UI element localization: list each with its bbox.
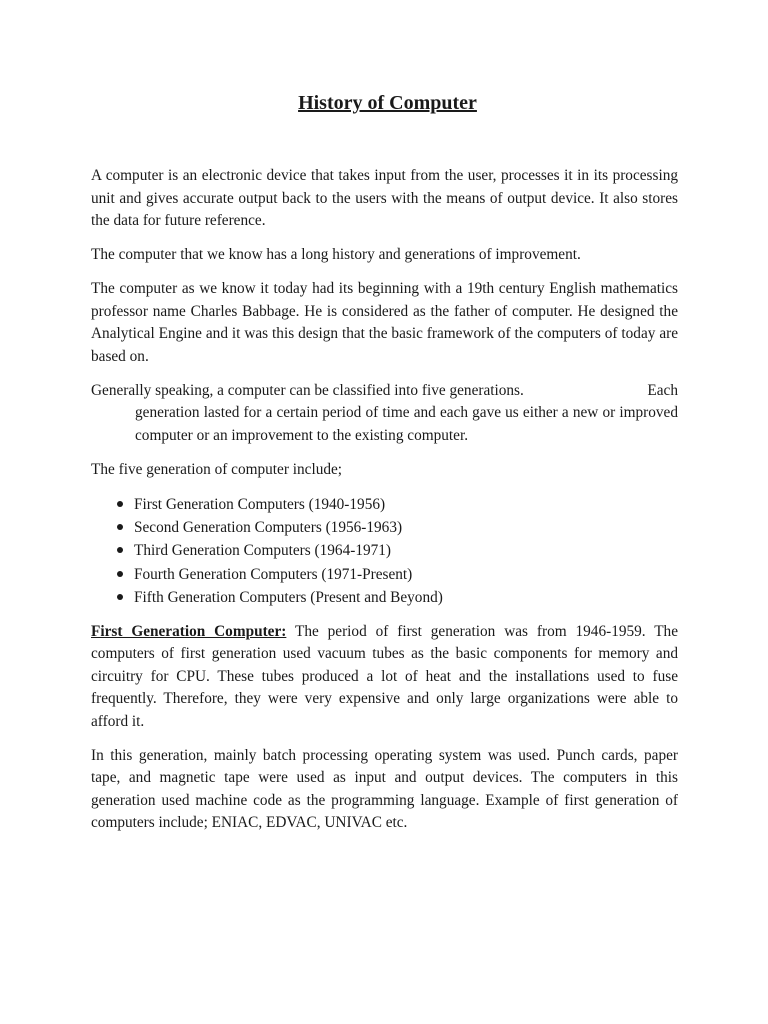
list-intro: The five generation of computer include; — [91, 460, 343, 478]
list-item — [117, 563, 678, 586]
list-item — [117, 539, 678, 562]
list-item-text: Third Generation Computers (1964-1971) — [134, 542, 392, 560]
list-item — [117, 586, 678, 609]
closing-paragraph: In this generation, mainly batch processing operating system was used. Punch cards, paper tape, and magnetic tape were used as input and output devices. The computers in this generation used machine code as the programming language. Example of first generation of computers include; ENIAC, EDVAC, UNIVAC etc. — [91, 746, 678, 832]
generations-list — [91, 493, 678, 610]
list-item-text: First Generation Computers (1940-1956) — [134, 495, 386, 513]
bullet-icon — [117, 501, 123, 507]
generations-first-line — [91, 380, 678, 403]
page-title: History of Computer — [298, 92, 477, 114]
bullet-icon — [117, 594, 123, 600]
generations-paragraph — [91, 380, 678, 448]
generations-indented-text: generation lasted for a certain period of time and each gave us either a new or improved computer or an improvement to the existing computer. — [135, 404, 678, 444]
bullet-icon — [117, 547, 123, 553]
history-paragraph: The computer that we know has a long history and generations of improvement. — [91, 246, 581, 263]
first-generation-paragraph — [91, 621, 678, 734]
bullet-icon — [117, 524, 123, 530]
generations-first-line-right: Each — [647, 381, 678, 399]
babbage-paragraph: The computer as we know it today had its beginning with a 19th century English mathematics professor name Charles Babbage. He is considered as the father of computer. He designed the Analytical Engine and it was this design that the basic framework of the computers of today are based on. — [91, 280, 678, 365]
intro-paragraph: A computer is an electronic device that takes input from the user, processes it in its processing unit and gives accurate output back to the users with the means of output device. It also stores the data for future reference. — [91, 167, 678, 229]
list-item — [117, 493, 678, 516]
list-item-text: Fifth Generation Computers (Present and Beyond) — [134, 589, 443, 607]
bullet-icon — [117, 571, 123, 577]
generations-first-line-left: Generally speaking, a computer can be classified into five generations. — [91, 381, 524, 399]
list-item-text: Second Generation Computers (1956-1963) — [134, 518, 403, 536]
first-generation-heading: First Generation Computer: — [91, 622, 287, 640]
first-generation-text: The period of first generation was from 1946-1959. The computers of first generation used vacuum tubes as the basic components for memory and circuitry for CPU. These tubes produced a lot of heat and the installations used to fuse frequently. Therefore, they were very expensive and only large organizations were able to afford it. — [91, 622, 678, 730]
list-item — [117, 516, 678, 539]
list-item-text: Fourth Generation Computers (1971-Present) — [134, 565, 413, 583]
